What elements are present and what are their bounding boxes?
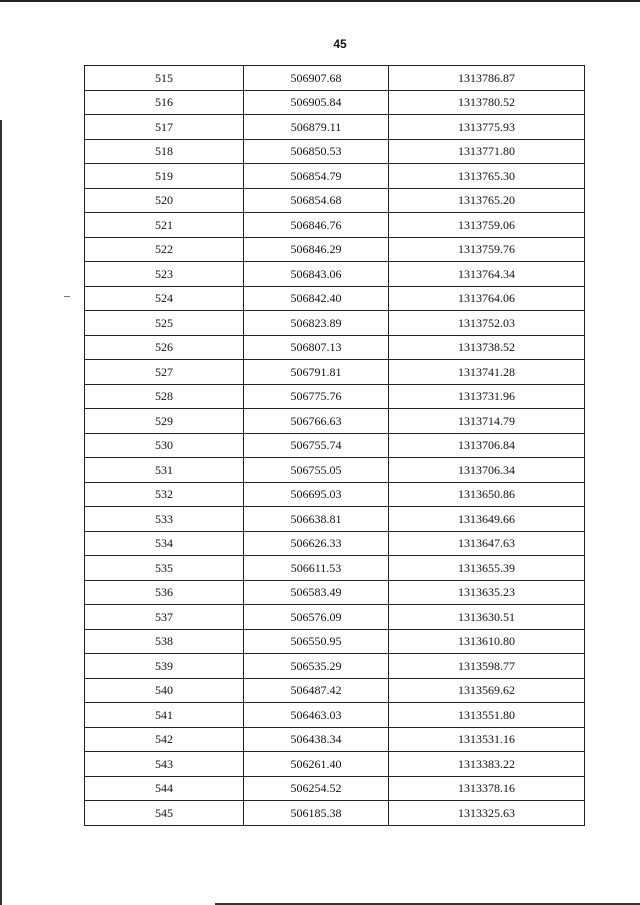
point-number-cell: 531	[85, 458, 244, 483]
point-number-cell: 536	[85, 580, 244, 605]
x-coordinate-cell: 506695.03	[244, 482, 389, 507]
table-row	[85, 384, 585, 409]
point-number-cell: 527	[85, 360, 244, 385]
y-coordinate-cell: 1313383.22	[389, 752, 585, 777]
y-coordinate-cell: 1313635.23	[389, 580, 585, 605]
point-number-cell: 539	[85, 654, 244, 679]
x-coordinate-cell: 506576.09	[244, 605, 389, 630]
x-coordinate-cell: 506185.38	[244, 801, 389, 826]
x-coordinate-cell: 506766.63	[244, 409, 389, 434]
y-coordinate-cell: 1313786.87	[389, 66, 585, 91]
table-row	[85, 237, 585, 262]
y-coordinate-cell: 1313551.80	[389, 703, 585, 728]
table-row	[85, 433, 585, 458]
x-coordinate-cell: 506842.40	[244, 286, 389, 311]
point-number-cell: 515	[85, 66, 244, 91]
x-coordinate-cell: 506611.53	[244, 556, 389, 581]
point-number-cell: 528	[85, 384, 244, 409]
point-number-cell: 534	[85, 531, 244, 556]
x-coordinate-cell: 506775.76	[244, 384, 389, 409]
y-coordinate-cell: 1313378.16	[389, 776, 585, 801]
point-number-cell: 533	[85, 507, 244, 532]
y-coordinate-cell: 1313598.77	[389, 654, 585, 679]
table-row	[85, 703, 585, 728]
point-number-cell: 530	[85, 433, 244, 458]
x-coordinate-cell: 506755.74	[244, 433, 389, 458]
x-coordinate-cell: 506823.89	[244, 311, 389, 336]
y-coordinate-cell: 1313775.93	[389, 115, 585, 140]
x-coordinate-cell: 506755.05	[244, 458, 389, 483]
table-row	[85, 90, 585, 115]
x-coordinate-cell: 506438.34	[244, 727, 389, 752]
point-number-cell: 523	[85, 262, 244, 287]
y-coordinate-cell: 1313630.51	[389, 605, 585, 630]
x-coordinate-cell: 506550.95	[244, 629, 389, 654]
page-number: 45	[333, 37, 347, 51]
y-coordinate-cell: 1313531.16	[389, 727, 585, 752]
y-coordinate-cell: 1313764.06	[389, 286, 585, 311]
x-coordinate-cell: 506626.33	[244, 531, 389, 556]
y-coordinate-cell: 1313765.20	[389, 188, 585, 213]
point-number-cell: 541	[85, 703, 244, 728]
table-row	[85, 629, 585, 654]
table-row	[85, 115, 585, 140]
y-coordinate-cell: 1313764.34	[389, 262, 585, 287]
point-number-cell: 525	[85, 311, 244, 336]
scan-speck	[64, 296, 70, 297]
y-coordinate-cell: 1313752.03	[389, 311, 585, 336]
point-number-cell: 516	[85, 90, 244, 115]
y-coordinate-cell: 1313706.34	[389, 458, 585, 483]
scan-top-border	[0, 0, 640, 2]
point-number-cell: 520	[85, 188, 244, 213]
table-row	[85, 262, 585, 287]
table-row	[85, 507, 585, 532]
point-number-cell: 517	[85, 115, 244, 140]
point-number-cell: 537	[85, 605, 244, 630]
coordinates-table-body	[85, 66, 585, 826]
point-number-cell: 521	[85, 213, 244, 238]
table-row	[85, 727, 585, 752]
table-row	[85, 66, 585, 91]
table-row	[85, 213, 585, 238]
x-coordinate-cell: 506854.79	[244, 164, 389, 189]
point-number-cell: 524	[85, 286, 244, 311]
y-coordinate-cell: 1313759.76	[389, 237, 585, 262]
scan-left-edge-mark	[0, 120, 2, 905]
y-coordinate-cell: 1313714.79	[389, 409, 585, 434]
x-coordinate-cell: 506487.42	[244, 678, 389, 703]
table-row	[85, 580, 585, 605]
table-row	[85, 531, 585, 556]
y-coordinate-cell: 1313569.62	[389, 678, 585, 703]
x-coordinate-cell: 506261.40	[244, 752, 389, 777]
x-coordinate-cell: 506846.29	[244, 237, 389, 262]
point-number-cell: 545	[85, 801, 244, 826]
y-coordinate-cell: 1313771.80	[389, 139, 585, 164]
point-number-cell: 526	[85, 335, 244, 360]
point-number-cell: 538	[85, 629, 244, 654]
table-row	[85, 164, 585, 189]
table-row	[85, 188, 585, 213]
x-coordinate-cell: 506583.49	[244, 580, 389, 605]
coordinates-table	[84, 65, 585, 826]
table-row	[85, 409, 585, 434]
point-number-cell: 535	[85, 556, 244, 581]
x-coordinate-cell: 506905.84	[244, 90, 389, 115]
y-coordinate-cell: 1313647.63	[389, 531, 585, 556]
table-row	[85, 556, 585, 581]
point-number-cell: 542	[85, 727, 244, 752]
y-coordinate-cell: 1313649.66	[389, 507, 585, 532]
point-number-cell: 519	[85, 164, 244, 189]
y-coordinate-cell: 1313655.39	[389, 556, 585, 581]
table-row	[85, 311, 585, 336]
point-number-cell: 522	[85, 237, 244, 262]
table-row	[85, 360, 585, 385]
table-row	[85, 139, 585, 164]
y-coordinate-cell: 1313765.30	[389, 164, 585, 189]
y-coordinate-cell: 1313738.52	[389, 335, 585, 360]
table-row	[85, 286, 585, 311]
x-coordinate-cell: 506843.06	[244, 262, 389, 287]
table-row	[85, 776, 585, 801]
table-row	[85, 654, 585, 679]
y-coordinate-cell: 1313759.06	[389, 213, 585, 238]
point-number-cell: 532	[85, 482, 244, 507]
y-coordinate-cell: 1313741.28	[389, 360, 585, 385]
x-coordinate-cell: 506535.29	[244, 654, 389, 679]
table-row	[85, 458, 585, 483]
point-number-cell: 543	[85, 752, 244, 777]
table-row	[85, 752, 585, 777]
table-row	[85, 482, 585, 507]
point-number-cell: 544	[85, 776, 244, 801]
x-coordinate-cell: 506791.81	[244, 360, 389, 385]
x-coordinate-cell: 506846.76	[244, 213, 389, 238]
y-coordinate-cell: 1313706.84	[389, 433, 585, 458]
y-coordinate-cell: 1313650.86	[389, 482, 585, 507]
x-coordinate-cell: 506907.68	[244, 66, 389, 91]
x-coordinate-cell: 506879.11	[244, 115, 389, 140]
point-number-cell: 529	[85, 409, 244, 434]
point-number-cell: 540	[85, 678, 244, 703]
x-coordinate-cell: 506807.13	[244, 335, 389, 360]
y-coordinate-cell: 1313610.80	[389, 629, 585, 654]
x-coordinate-cell: 506638.81	[244, 507, 389, 532]
table-row	[85, 801, 585, 826]
x-coordinate-cell: 506254.52	[244, 776, 389, 801]
table-row	[85, 605, 585, 630]
x-coordinate-cell: 506854.68	[244, 188, 389, 213]
x-coordinate-cell: 506463.03	[244, 703, 389, 728]
table-row	[85, 678, 585, 703]
table-row	[85, 335, 585, 360]
y-coordinate-cell: 1313780.52	[389, 90, 585, 115]
point-number-cell: 518	[85, 139, 244, 164]
y-coordinate-cell: 1313325.63	[389, 801, 585, 826]
y-coordinate-cell: 1313731.96	[389, 384, 585, 409]
x-coordinate-cell: 506850.53	[244, 139, 389, 164]
